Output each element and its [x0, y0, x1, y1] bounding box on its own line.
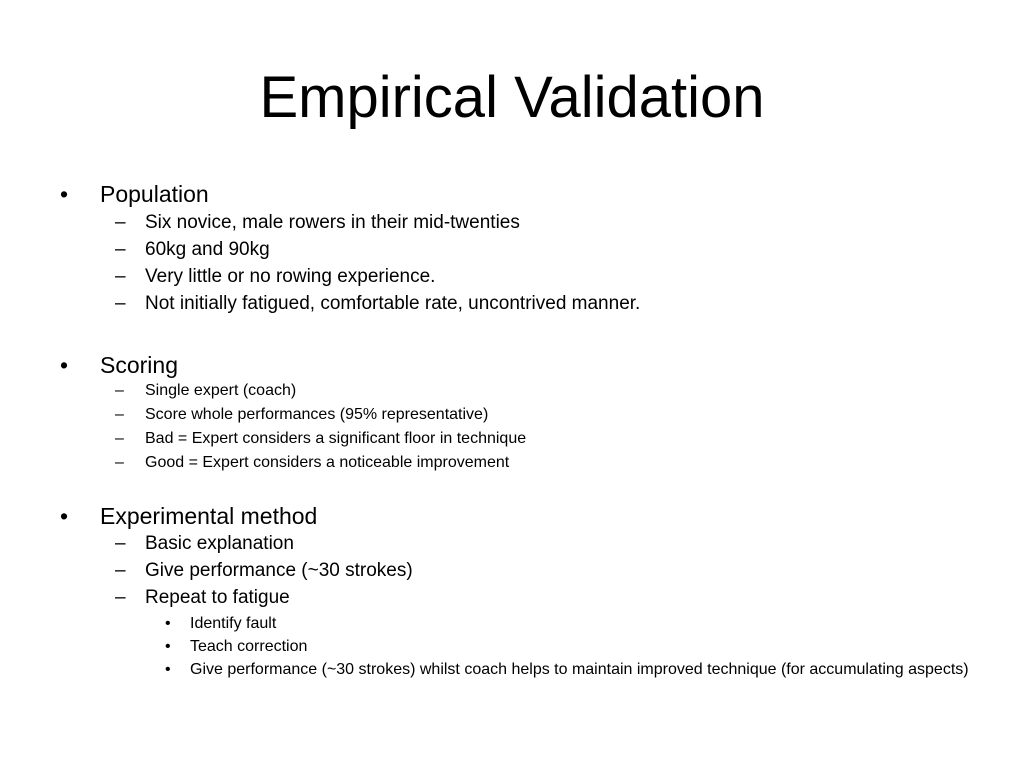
list-item-text: Bad = Expert considers a significant floor in technique: [145, 430, 527, 447]
dash-marker: –: [115, 382, 124, 399]
slide-title: Empirical Validation: [259, 65, 765, 130]
sub-bullet-marker: •: [165, 638, 171, 655]
dash-marker: –: [115, 587, 126, 608]
dash-marker: –: [115, 560, 126, 581]
bullet-marker: •: [60, 503, 69, 529]
sub-list-item-text: Teach correction: [190, 638, 308, 655]
dash-marker: –: [115, 430, 124, 447]
list-item-text: Good = Expert considers a noticeable improvement: [145, 454, 510, 471]
list-item-text: Basic explanation: [145, 533, 294, 554]
sub-bullet-marker: •: [165, 615, 171, 632]
list-item-text: Repeat to fatigue: [145, 587, 290, 608]
sub-list-item-text: Identify fault: [190, 615, 277, 632]
dash-marker: –: [115, 533, 126, 554]
bullet-marker: •: [60, 352, 69, 378]
sub-list-item-text: Give performance (~30 strokes) whilst coach helps to maintain improved technique (for accumulating aspects): [190, 661, 969, 678]
dash-marker: –: [115, 293, 126, 314]
dash-marker: –: [115, 239, 126, 260]
list-item-text: 60kg and 90kg: [145, 239, 270, 260]
dash-marker: –: [115, 266, 126, 287]
list-item-text: Single expert (coach): [145, 382, 297, 399]
dash-marker: –: [115, 212, 126, 233]
section-heading: Experimental method: [100, 503, 318, 529]
list-item-text: Very little or no rowing experience.: [145, 266, 436, 287]
sub-bullet-marker: •: [165, 661, 171, 678]
bullet-marker: •: [60, 181, 69, 207]
list-item-text: Score whole performances (95% representative): [145, 406, 489, 423]
section-heading: Scoring: [100, 352, 178, 378]
list-item-text: Not initially fatigued, comfortable rate, uncontrived manner.: [145, 293, 641, 314]
dash-marker: –: [115, 454, 124, 471]
section-heading: Population: [100, 181, 209, 207]
dash-marker: –: [115, 406, 124, 423]
list-item-text: Six novice, male rowers in their mid-twenties: [145, 212, 520, 233]
list-item-text: Give performance (~30 strokes): [145, 560, 413, 581]
